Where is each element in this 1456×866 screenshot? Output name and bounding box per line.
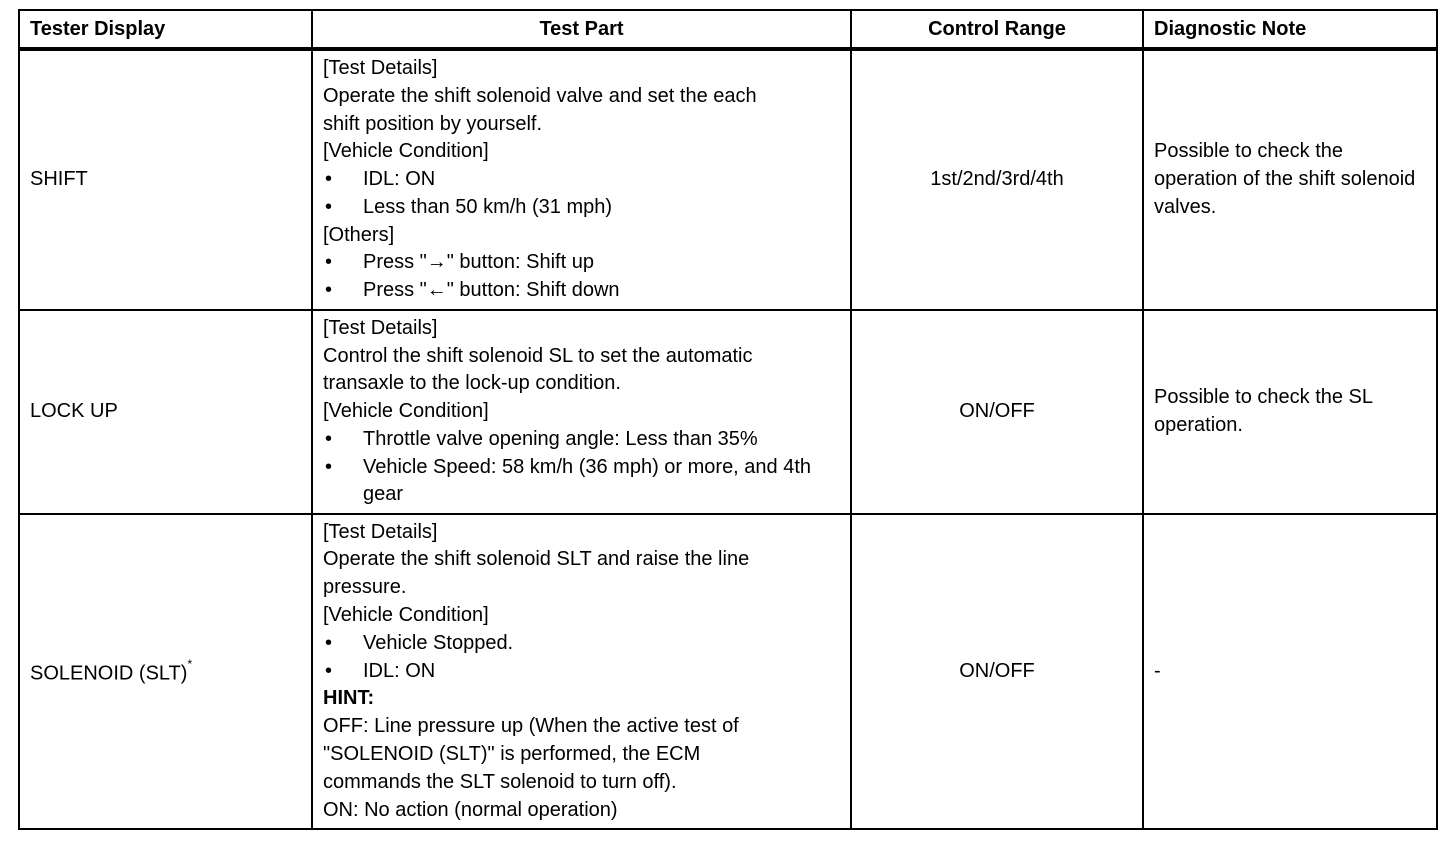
test-part-line: transaxle to the lock-up condition.	[323, 372, 621, 395]
test-part-line: Operate the shift solenoid valve and set the each	[323, 84, 757, 107]
bullet-icon: •	[325, 195, 333, 218]
bullet-text: Vehicle Speed: 58 km/h (36 mph) or more, and 4th gear	[363, 455, 812, 506]
bullet-icon: •	[325, 168, 333, 191]
bullet-item	[323, 658, 840, 686]
tester-display-text: SOLENOID (SLT)	[30, 662, 188, 685]
bullet-item	[323, 454, 840, 510]
bullet-text: Vehicle Stopped.	[363, 631, 514, 654]
test-part-line: [Test Details]	[323, 520, 438, 543]
test-part-line: Operate the shift solenoid SLT and raise the line	[323, 548, 750, 571]
test-part-line: "SOLENOID (SLT)" is performed, the ECM	[323, 742, 701, 765]
active-test-table	[18, 9, 1438, 830]
test-part-line: Control the shift solenoid SL to set the automatic	[323, 344, 753, 367]
diagnostic-note-cell: -	[1143, 514, 1437, 829]
bullet-item	[323, 630, 840, 658]
test-part-line: shift position by yourself.	[323, 112, 542, 135]
table-row	[19, 310, 1437, 514]
bullet-icon: •	[325, 427, 333, 450]
bullet-icon: •	[325, 279, 333, 302]
control-range-cell: 1st/2nd/3rd/4th	[851, 49, 1143, 310]
bullet-icon: •	[325, 631, 333, 654]
bullet-item	[323, 426, 840, 454]
test-part-line: [Test Details]	[323, 56, 438, 79]
table-row	[19, 514, 1437, 829]
bullet-text: IDL: ON	[363, 168, 436, 191]
tester-display-text: SHIFT	[30, 168, 88, 191]
table-header-row	[19, 10, 1437, 49]
bullet-item	[323, 166, 840, 194]
table-row	[19, 49, 1437, 310]
tester-display-cell	[19, 514, 312, 829]
bullet-text: Throttle valve opening angle: Less than 35%	[363, 427, 758, 450]
header-control-range: Control Range	[851, 10, 1143, 49]
control-range-cell: ON/OFF	[851, 310, 1143, 514]
hint-label: HINT:	[323, 687, 375, 710]
bullet-item	[323, 249, 840, 277]
test-part-line: [Others]	[323, 223, 395, 246]
test-part-line: ON: No action (normal operation)	[323, 798, 618, 821]
tester-display-text: LOCK UP	[30, 400, 118, 423]
tester-display-cell	[19, 310, 312, 514]
bullet-text: IDL: ON	[363, 659, 436, 682]
bullet-text: Press "←" button: Shift down	[363, 279, 620, 302]
tester-display-cell	[19, 49, 312, 310]
test-part-line: [Vehicle Condition]	[323, 400, 489, 423]
diagnostic-note-cell: Possible to check the operation of the shift solenoid valves.	[1143, 49, 1437, 310]
test-part-line: pressure.	[323, 576, 407, 599]
test-part-cell	[312, 514, 851, 829]
bullet-item	[323, 194, 840, 222]
bullet-text: Press "→" button: Shift up	[363, 251, 594, 274]
bullet-text: Less than 50 km/h (31 mph)	[363, 195, 613, 218]
header-tester-display: Tester Display	[19, 10, 312, 49]
test-part-line: [Test Details]	[323, 316, 438, 339]
bullet-icon: •	[325, 659, 333, 682]
control-range-cell: ON/OFF	[851, 514, 1143, 829]
test-part-cell	[312, 49, 851, 310]
test-part-line: [Vehicle Condition]	[323, 604, 489, 626]
bullet-item	[323, 277, 840, 305]
footnote-marker: *	[187, 656, 193, 671]
test-part-cell	[312, 310, 851, 514]
test-part-line: commands the SLT solenoid to turn off).	[323, 770, 677, 793]
test-part-line: OFF: Line pressure up (When the active test of	[323, 715, 739, 738]
header-diagnostic-note: Diagnostic Note	[1143, 10, 1437, 49]
diagnostic-note-cell: Possible to check the SL operation.	[1143, 310, 1437, 514]
bullet-icon: •	[325, 455, 333, 478]
header-test-part: Test Part	[312, 10, 851, 49]
test-part-line: [Vehicle Condition]	[323, 140, 489, 163]
bullet-icon: •	[325, 251, 333, 274]
